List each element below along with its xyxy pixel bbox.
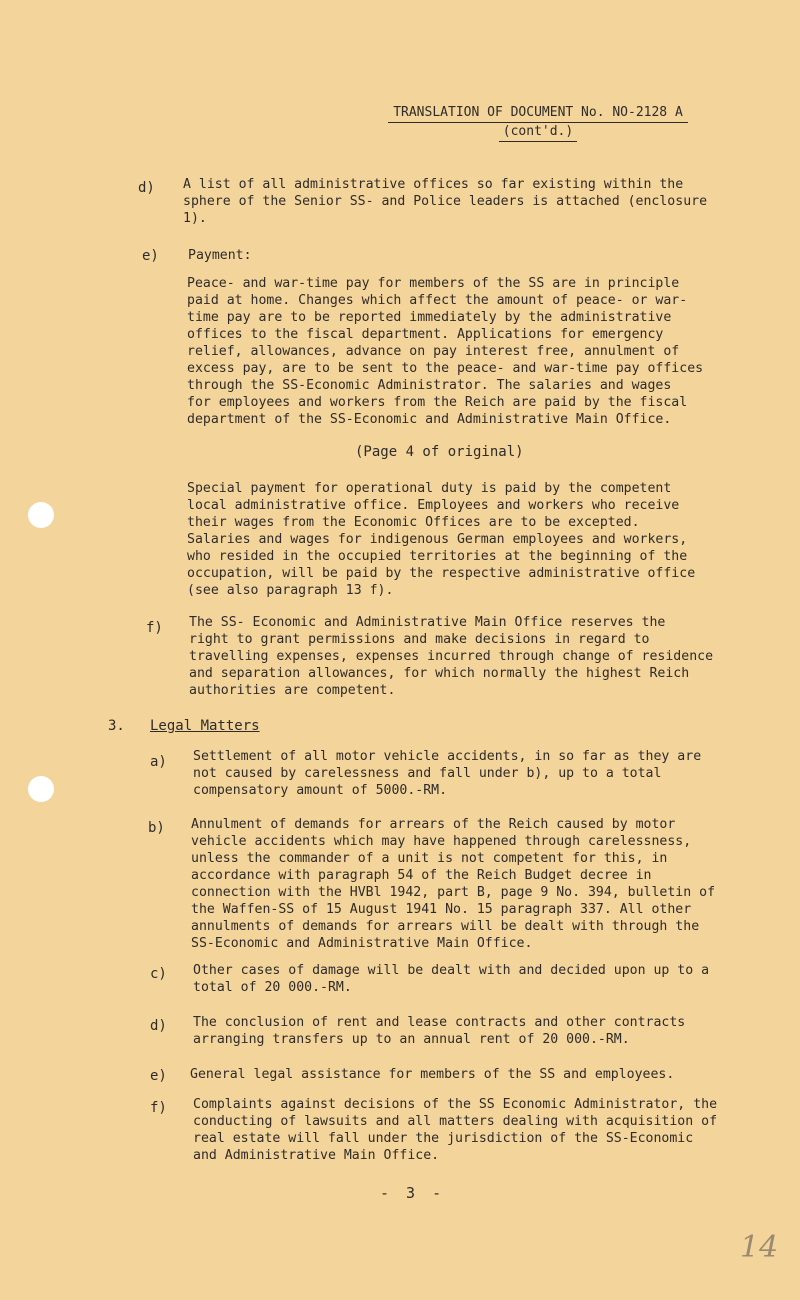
text-line: 1). [183, 211, 207, 226]
text-line: The SS- Economic and Administrative Main Office reserves the [189, 615, 666, 630]
text-line: relief, allowances, advance on pay interest free, annulment of [187, 344, 680, 359]
text-line: and separation allowances, for which normally the highest Reich [189, 666, 690, 681]
text-line: paid at home. Changes which affect the amount of peace- or war- [187, 293, 688, 308]
sec3-f-text [193, 1096, 717, 1164]
text-line: for employees and workers from the Reich are paid by the fiscal [187, 395, 688, 410]
sec3-e-label: e) [150, 1068, 167, 1084]
item-e-paragraph-2 [187, 480, 695, 599]
text-line: A list of all administrative offices so far existing within the [183, 177, 684, 192]
item-d-label: d) [138, 180, 155, 196]
text-line: unless the commander of a unit is not competent for this, in [191, 851, 668, 866]
sec3-e-text [190, 1066, 674, 1083]
text-line: Settlement of all motor vehicle accidents, in so far as they are [193, 749, 702, 764]
sec3-b-label: b) [148, 820, 165, 836]
text-line: excess pay, are to be sent to the peace- and war-time pay offices [187, 361, 704, 376]
text-line: and Administrative Main Office. [193, 1148, 440, 1163]
header-contd: (cont'd.) [499, 123, 577, 142]
text-line: sphere of the Senior SS- and Police leaders is attached (enclosure [183, 194, 708, 209]
item-e-paragraph-1 [187, 275, 703, 428]
text-line: authorities are competent. [189, 683, 396, 698]
item-d-text [183, 176, 707, 227]
text-line: through the SS-Economic Administrator. The salaries and wages [187, 378, 672, 393]
text-line: department of the SS-Economic and Administrative Main Office. [187, 412, 672, 427]
text-line: right to grant permissions and make decisions in regard to [189, 632, 650, 647]
punch-hole [28, 502, 54, 528]
text-line: the Waffen-SS of 15 August 1941 No. 15 paragraph 337. All other [191, 902, 692, 917]
text-line: arranging transfers up to an annual rent of 20 000.-RM. [193, 1032, 630, 1047]
text-line: vehicle accidents which may have happened through carelessness, [191, 834, 692, 849]
text-line: local administrative office. Employees and workers who receive [187, 498, 680, 513]
text-line: Other cases of damage will be dealt with and decided upon up to a [193, 963, 710, 978]
text-line: not caused by carelessness and fall under b), up to a total [193, 766, 662, 781]
item-f-label: f) [146, 620, 163, 636]
text-line: Complaints against decisions of the SS Economic Administrator, the [193, 1097, 718, 1112]
text-line: SS-Economic and Administrative Main Office. [191, 936, 533, 951]
text-line: their wages from the Economic Offices are to be excepted. [187, 515, 640, 530]
sec3-c-label: c) [150, 966, 167, 982]
text-line: time pay are to be reported immediately by the administrative [187, 310, 672, 325]
sec3-a-label: a) [150, 754, 167, 770]
text-line: Peace- and war-time pay for members of the SS are in principle [187, 276, 680, 291]
text-line: who resided in the occupied territories at the beginning of the [187, 549, 688, 564]
sec3-d-label: d) [150, 1018, 167, 1034]
page-number: - 3 - [380, 1184, 446, 1202]
text-line: Salaries and wages for indigenous German employees and workers, [187, 532, 688, 547]
text-line: travelling expenses, expenses incurred through change of residence [189, 649, 714, 664]
text-line: General legal assistance for members of the SS and employees. [190, 1067, 675, 1082]
text-line: offices to the fiscal department. Applications for emergency [187, 327, 664, 342]
sec3-b-text [191, 816, 715, 952]
item-e-label: e) [142, 248, 159, 264]
section-3-number: 3. [108, 718, 125, 734]
text-line: annulments of demands for arrears will be dealt with through the [191, 919, 700, 934]
handwritten-folio-mark: 14 [740, 1230, 779, 1265]
text-line: occupation, will be paid by the respective administrative office [187, 566, 696, 581]
item-f-text [189, 614, 713, 699]
text-line: real estate will fall under the jurisdiction of the SS-Economic [193, 1131, 694, 1146]
sec3-a-text [193, 748, 701, 799]
sec3-d-text [193, 1014, 685, 1048]
page-of-original-note: (Page 4 of original) [355, 444, 524, 460]
text-line: total of 20 000.-RM. [193, 980, 352, 995]
text-line: connection with the HVBl 1942, part B, page 9 No. 394, bulletin of [191, 885, 716, 900]
text-line: conducting of lawsuits and all matters dealing with acquisition of [193, 1114, 718, 1129]
item-e-heading: Payment: [188, 248, 252, 263]
text-line: The conclusion of rent and lease contracts and other contracts [193, 1015, 686, 1030]
section-3-title: Legal Matters [150, 718, 260, 734]
text-line: accordance with paragraph 54 of the Reich Budget decree in [191, 868, 652, 883]
text-line: Annulment of demands for arrears of the Reich caused by motor [191, 817, 676, 832]
document-header [388, 104, 688, 142]
text-line: compensatory amount of 5000.-RM. [193, 783, 448, 798]
sec3-f-label: f) [150, 1100, 167, 1116]
sec3-c-text [193, 962, 709, 996]
header-title: TRANSLATION OF DOCUMENT No. NO-2128 A [388, 104, 688, 123]
text-line: (see also paragraph 13 f). [187, 583, 394, 598]
punch-hole [28, 776, 54, 802]
text-line: Special payment for operational duty is paid by the competent [187, 481, 672, 496]
